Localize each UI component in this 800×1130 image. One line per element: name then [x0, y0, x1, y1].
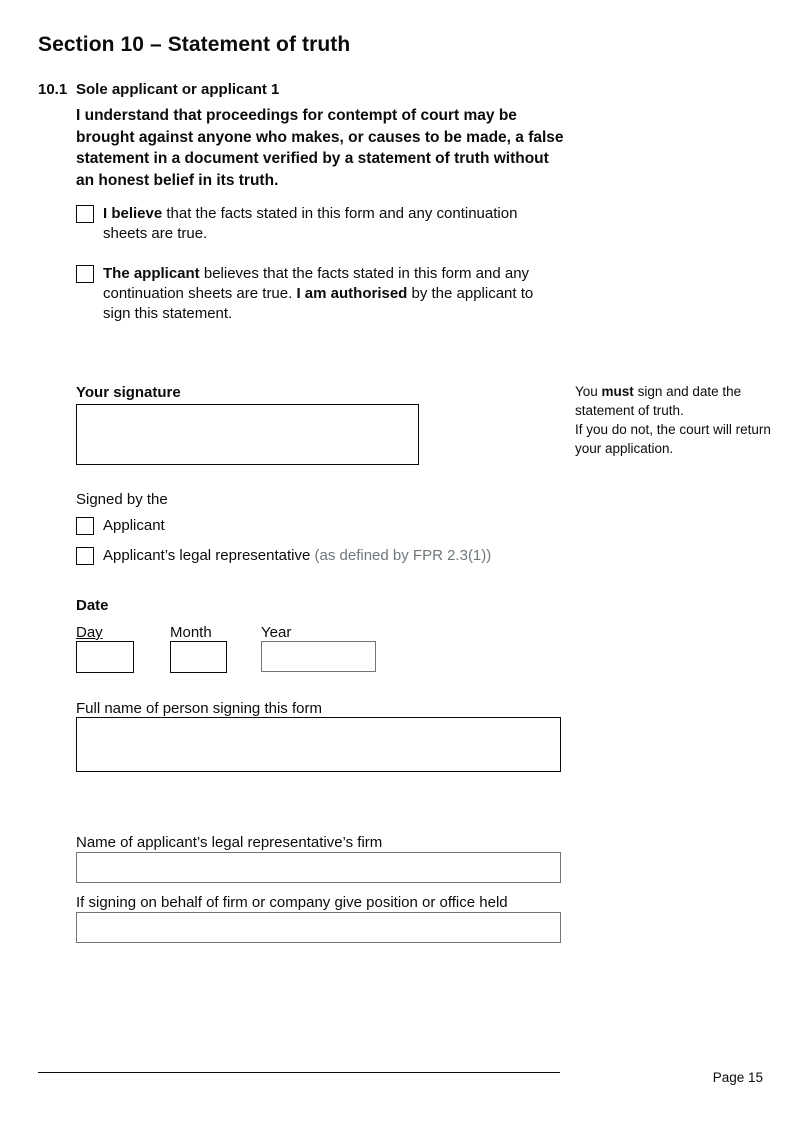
firm-name-input[interactable]: [76, 852, 561, 883]
position-input[interactable]: [76, 912, 561, 943]
signed-by-applicant-checkbox[interactable]: [76, 517, 94, 535]
signed-by-label: Signed by the: [76, 491, 168, 508]
signature-field[interactable]: [76, 404, 419, 465]
year-input[interactable]: [261, 641, 376, 672]
contempt-warning: I understand that proceedings for contempt of court may be brought against anyone who makes, or causes to be made, a false statement in a document verified by a statement of truth without an honest belief in its truth.: [76, 107, 564, 189]
position-label: If signing on behalf of firm or company give position or office held: [76, 894, 508, 911]
signed-by-legal-rep-checkbox[interactable]: [76, 547, 94, 565]
full-name-input[interactable]: [76, 717, 561, 772]
firm-name-label: Name of applicant’s legal representative’s firm: [76, 834, 383, 851]
i-believe-statement: I believe that the facts stated in this form and any continuation sheets are true.: [103, 205, 518, 242]
day-input[interactable]: [76, 641, 134, 673]
question-number: 10.1: [38, 81, 68, 98]
footer-rule: [38, 1072, 560, 1073]
month-input[interactable]: [170, 641, 227, 673]
day-label: Day: [76, 624, 103, 641]
signed-by-legal-rep-label: Applicant’s legal representative (as defined by FPR 2.3(1)): [103, 547, 492, 564]
question-title: Sole applicant or applicant 1: [76, 81, 280, 98]
applicant-believes-statement: The applicant believes that the facts stated in this form and any continuation sheets are true. I am authorised by the applicant to sign this statement.: [103, 265, 534, 322]
signed-by-applicant-label: Applicant: [103, 517, 165, 534]
fpr-definition-note: (as defined by FPR 2.3(1)): [310, 547, 492, 564]
section-title: Section 10 – Statement of truth: [38, 33, 351, 56]
applicant-believes-checkbox[interactable]: [76, 265, 94, 283]
date-label: Date: [76, 597, 109, 614]
page-number: Page 15: [712, 1070, 763, 1085]
year-label: Year: [261, 624, 292, 641]
signature-guidance: You must sign and date the statement of truth. If you do not, the court will return your application.: [575, 384, 771, 456]
month-label: Month: [170, 624, 212, 641]
signature-label: Your signature: [76, 384, 181, 401]
full-name-label: Full name of person signing this form: [76, 700, 322, 717]
i-believe-checkbox[interactable]: [76, 205, 94, 223]
